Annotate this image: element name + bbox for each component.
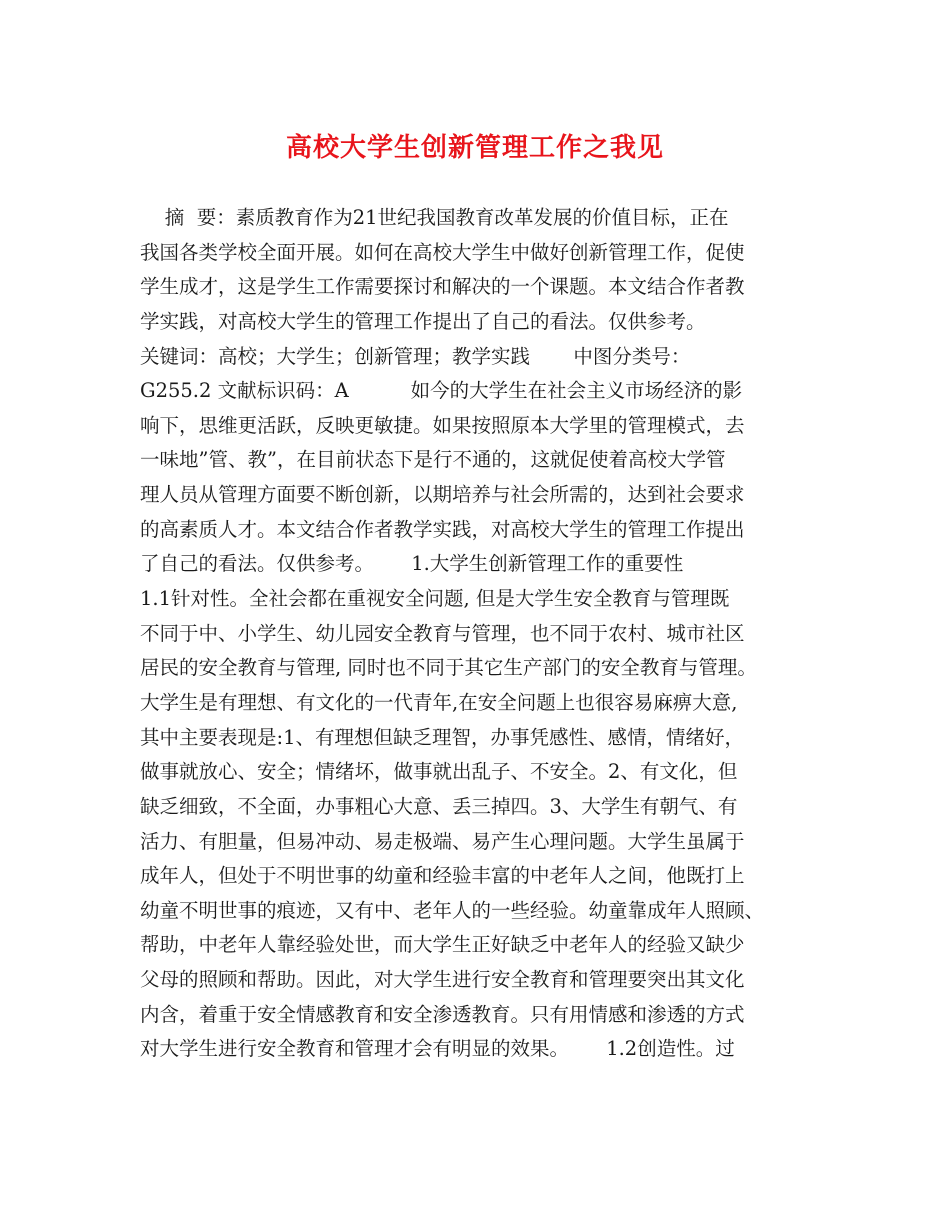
document-body bbox=[140, 201, 830, 1067]
body-line: 内含，着重于安全情感教育和安全渗透教育。只有用情感和渗透的方式 bbox=[140, 1002, 745, 1026]
body-line: 了自己的看法。仅供参考。 1.大学生创新管理工作的重要性 bbox=[140, 552, 684, 576]
body-line: G255.2 文献标识码：A 如今的大学生在社会主义市场经济的影 bbox=[140, 379, 743, 403]
body-line: 缺乏细致，不全面，办事粗心大意、丢三掉四。3、大学生有朝气、有 bbox=[140, 794, 738, 818]
body-line: 父母的照顾和帮助。因此，对大学生进行安全教育和管理要突出其文化 bbox=[140, 968, 745, 992]
body-line: 不同于中、小学生、幼儿园安全教育与管理，也不同于农村、城市社区 bbox=[140, 621, 745, 645]
body-line: 关键词：高校；大学生；创新管理；教学实践 中图分类号： bbox=[140, 344, 691, 368]
body-line: 的高素质人才。本文结合作者教学实践，对高校大学生的管理工作提出 bbox=[140, 517, 745, 541]
body-line: 响下，思维更活跃，反映更敏捷。如果按照原本大学里的管理模式，去 bbox=[140, 413, 745, 437]
body-line: 我国各类学校全面开展。如何在高校大学生中做好创新管理工作，促使 bbox=[140, 240, 745, 264]
body-line: 学实践，对高校大学生的管理工作提出了自己的看法。仅供参考。 bbox=[140, 309, 706, 333]
body-line: 居民的安全教育与管理, 同时也不同于其它生产部门的安全教育与管理。 bbox=[140, 656, 757, 680]
body-line: 其中主要表现是:1、有理想但缺乏理智，办事凭感性、感情，情绪好， bbox=[140, 725, 744, 749]
body-line: 大学生是有理想、有文化的一代青年,在安全问题上也很容易麻痹大意, bbox=[140, 690, 738, 714]
body-line: 幼童不明世事的痕迹，又有中、老年人的一些经验。幼童靠成年人照顾、 bbox=[140, 898, 765, 922]
body-line: 理人员从管理方面要不断创新，以期培养与社会所需的，达到社会要求 bbox=[140, 483, 745, 507]
body-line: 1.1针对性。全社会都在重视安全问题, 但是大学生安全教育与管理既 bbox=[140, 587, 730, 611]
body-line: 对大学生进行安全教育和管理才会有明显的效果。 1.2创造性。过 bbox=[140, 1037, 735, 1061]
body-line: 活力、有胆量，但易冲动、易走极端、易产生心理问题。大学生虽属于 bbox=[140, 829, 745, 853]
body-line: 一味地”管、教”，在目前状态下是行不通的，这就促使着高校大学管 bbox=[140, 448, 726, 472]
document-title: 高校大学生创新管理工作之我见 bbox=[285, 133, 664, 163]
body-line: 做事就放心、安全；情绪坏，做事就出乱子、不安全。2、有文化，但 bbox=[140, 760, 738, 784]
body-line: 成年人，但处于不明世事的幼童和经验丰富的中老年人之间，他既打上 bbox=[140, 864, 745, 888]
body-line: 学生成才，这是学生工作需要探讨和解决的一个课题。本文结合作者教 bbox=[140, 275, 745, 299]
body-line: 帮助，中老年人靠经验处世，而大学生正好缺乏中老年人的经验又缺少 bbox=[140, 933, 745, 957]
body-line: 摘 要：素质教育作为21世纪我国教育改革发展的价值目标，正在 bbox=[140, 206, 729, 229]
